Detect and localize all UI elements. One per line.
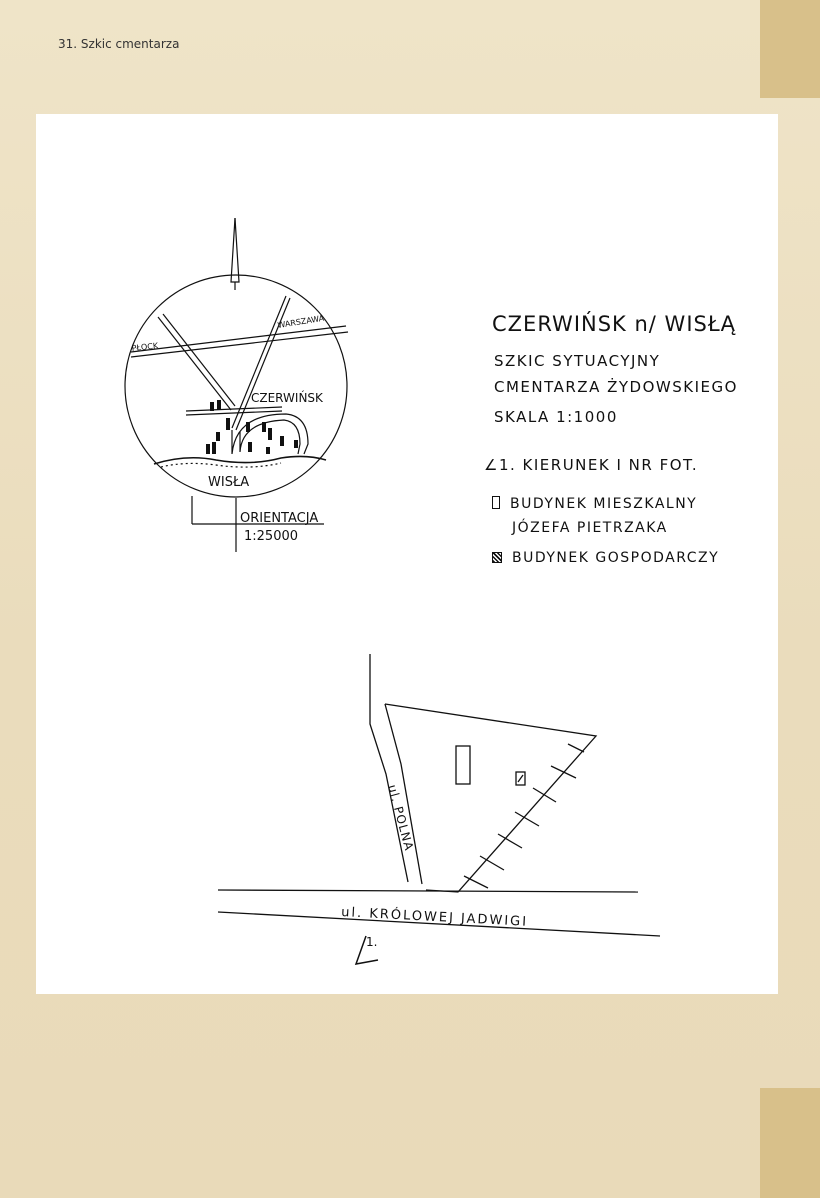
north-arrow-icon	[231, 218, 239, 282]
road-plock-warszawa-edge	[131, 332, 348, 357]
building-mark	[280, 436, 284, 446]
legend-title: CZERWIŃSK n/ WISŁĄ	[492, 312, 737, 336]
legend-house	[492, 496, 697, 512]
boundary-hatch	[568, 744, 584, 752]
building-mark	[216, 432, 220, 441]
building-mark	[246, 422, 250, 432]
building-mark	[212, 442, 216, 454]
label-street-polna: ul. POLNA	[385, 783, 417, 853]
label-czerwinsk: CZERWIŃSK	[251, 391, 323, 405]
hatched-square-icon	[492, 552, 502, 563]
legend-direction-text: KIERUNEK I NR FOT.	[522, 456, 699, 474]
photo-marker-label: 1.	[366, 935, 378, 949]
building-mark	[226, 418, 230, 430]
cemetery-boundary	[385, 704, 596, 892]
building-mark	[294, 440, 298, 448]
binder-tab-bottom	[760, 1088, 820, 1198]
legend-subtitle-2: CMENTARZA ŻYDOWSKIEGO	[494, 378, 738, 396]
boundary-hatch	[551, 766, 576, 778]
label-street-krolowej: ul. KRÓLOWEJ JADWIGI	[340, 905, 529, 930]
building-mark	[266, 447, 270, 454]
building-mark	[210, 402, 214, 411]
angle-arrow-icon: ∠1.	[484, 456, 517, 474]
label-warszawa: WARSZAWA	[276, 313, 325, 330]
legend-house-owner: JÓZEFA PIETRZAKA	[512, 520, 668, 536]
drawing-sheet	[36, 114, 778, 994]
building-mark	[248, 442, 252, 452]
label-plock: PŁOCK	[131, 341, 159, 353]
locator-circle	[125, 275, 347, 497]
road-diagonal-a-edge	[163, 314, 235, 406]
boundary-hatch	[533, 788, 556, 802]
boundary-hatch	[498, 834, 522, 848]
river-wisla	[154, 456, 326, 464]
road-diagonal-b-edge	[236, 298, 290, 430]
legend-scale: SKALA 1:1000	[494, 408, 618, 426]
legend-house-text: BUDYNEK MIESZKALNY	[510, 496, 698, 512]
page-caption: 31. Szkic cmentarza	[58, 37, 180, 51]
building-mark	[206, 444, 210, 454]
road-diagonal-a	[158, 317, 231, 410]
road-plock-warszawa	[131, 326, 346, 352]
river-bank	[161, 463, 281, 467]
building-mark	[217, 400, 221, 410]
label-wisla: WISŁA	[208, 475, 250, 490]
building-mark	[262, 422, 266, 432]
orientation-scale: 1:25000	[244, 529, 299, 544]
building-mark	[268, 428, 272, 440]
binder-tab-top	[760, 0, 820, 98]
farm-hatch	[518, 775, 523, 782]
town-street	[186, 407, 282, 411]
house-rectangle-icon	[492, 496, 500, 509]
legend-direction	[484, 456, 698, 474]
town-street-edge	[186, 411, 282, 415]
legend-farm-text: BUDYNEK GOSPODARCZY	[512, 550, 720, 566]
house-rectangle-icon	[456, 746, 470, 784]
orientation-label: ORIENTACJA	[240, 511, 319, 526]
legend-subtitle-1: SZKIC SYTUACYJNY	[494, 352, 661, 370]
locator-map	[125, 218, 348, 552]
legend-farm	[492, 550, 719, 566]
